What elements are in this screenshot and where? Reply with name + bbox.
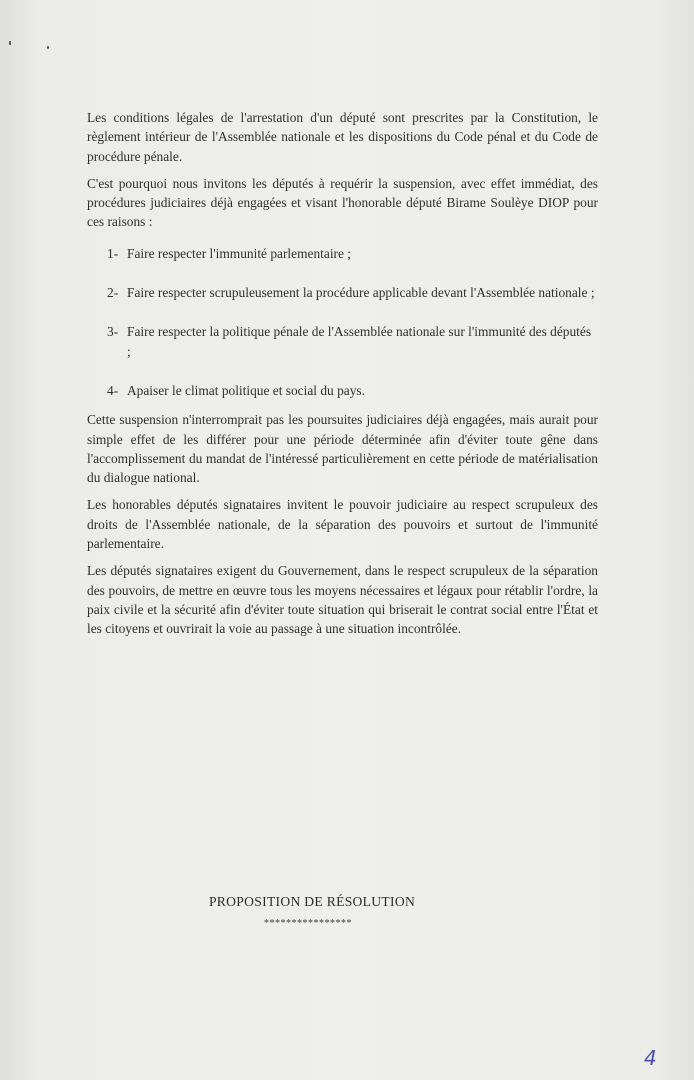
- page-number: 4: [644, 1046, 657, 1070]
- list-item-text: Apaiser le climat politique et social du pays.: [127, 382, 365, 398]
- paragraph-judiciary-respect: Les honorables députés signataires invitent le pouvoir judiciaire au respect scrupuleux des droits de l'Assemblée nationale, de la séparation des pouvoirs et surtout de l'immunité parlementaire.: [87, 497, 598, 552]
- paragraph-legal-conditions: Les conditions légales de l'arrestation d'un député sont prescrites par la Constitution, le règlement intérieur de l'Assemblée nationale et les dispositions du Code pénal et du Code de procédure pénale.: [87, 110, 598, 164]
- document-body: [87, 108, 598, 647]
- list-item-number: 1-: [107, 245, 119, 261]
- list-item: [107, 244, 598, 263]
- reasons-list: [87, 244, 598, 400]
- list-item: [107, 283, 598, 302]
- list-item: [107, 322, 598, 361]
- list-item-text: Faire respecter scrupuleusement la procédure applicable devant l'Assemblée nationale ;: [127, 285, 595, 301]
- list-item-text: Faire respecter l'immunité parlementaire ;: [127, 245, 352, 261]
- list-item-text: Faire respecter la politique pénale de l'Assemblée nationale sur l'immunité des députés ;: [127, 324, 592, 359]
- paragraph-invitation: C'est pourquoi nous invitons les députés à requérir la suspension, avec effet immédiat, des procédures judiciaires déjà engagées et visant l'honorable député Birame Soulèye DIOP pour ces raisons :: [87, 175, 598, 230]
- list-item-number: 3-: [107, 324, 119, 340]
- paragraph-government-demand: Les députés signataires exigent du Gouvernement, dans le respect scrupuleux de la séparation des pouvoirs, de mettre en œuvre tous les moyens nécessaires et légaux pour rétablir l'ordre, la paix civile et la sécurité afin d'éviter toute situation qui briserait le contrat social entre l'État et les citoyens et ouvrirait la voie au passage à une situation incontrôlée.: [87, 563, 598, 637]
- scan-speck: [9, 41, 11, 45]
- list-item-number: 4-: [107, 382, 119, 398]
- list-item: [107, 381, 598, 400]
- section-title: PROPOSITION DE RÉSOLUTION: [208, 894, 416, 909]
- scan-speck: [47, 46, 49, 49]
- asterisk-separator: ****************: [264, 918, 352, 929]
- paragraph-suspension-effect: Cette suspension n'interromprait pas les poursuites judiciaires déjà engagées, mais aurait pour simple effet de les différer pour une période déterminée afin d'éviter toute gêne dans l'accomplissement du mandat de l'intéressé particulièrement en cette période de matérialisation du dialogue national.: [87, 412, 598, 486]
- list-item-number: 2-: [107, 285, 119, 301]
